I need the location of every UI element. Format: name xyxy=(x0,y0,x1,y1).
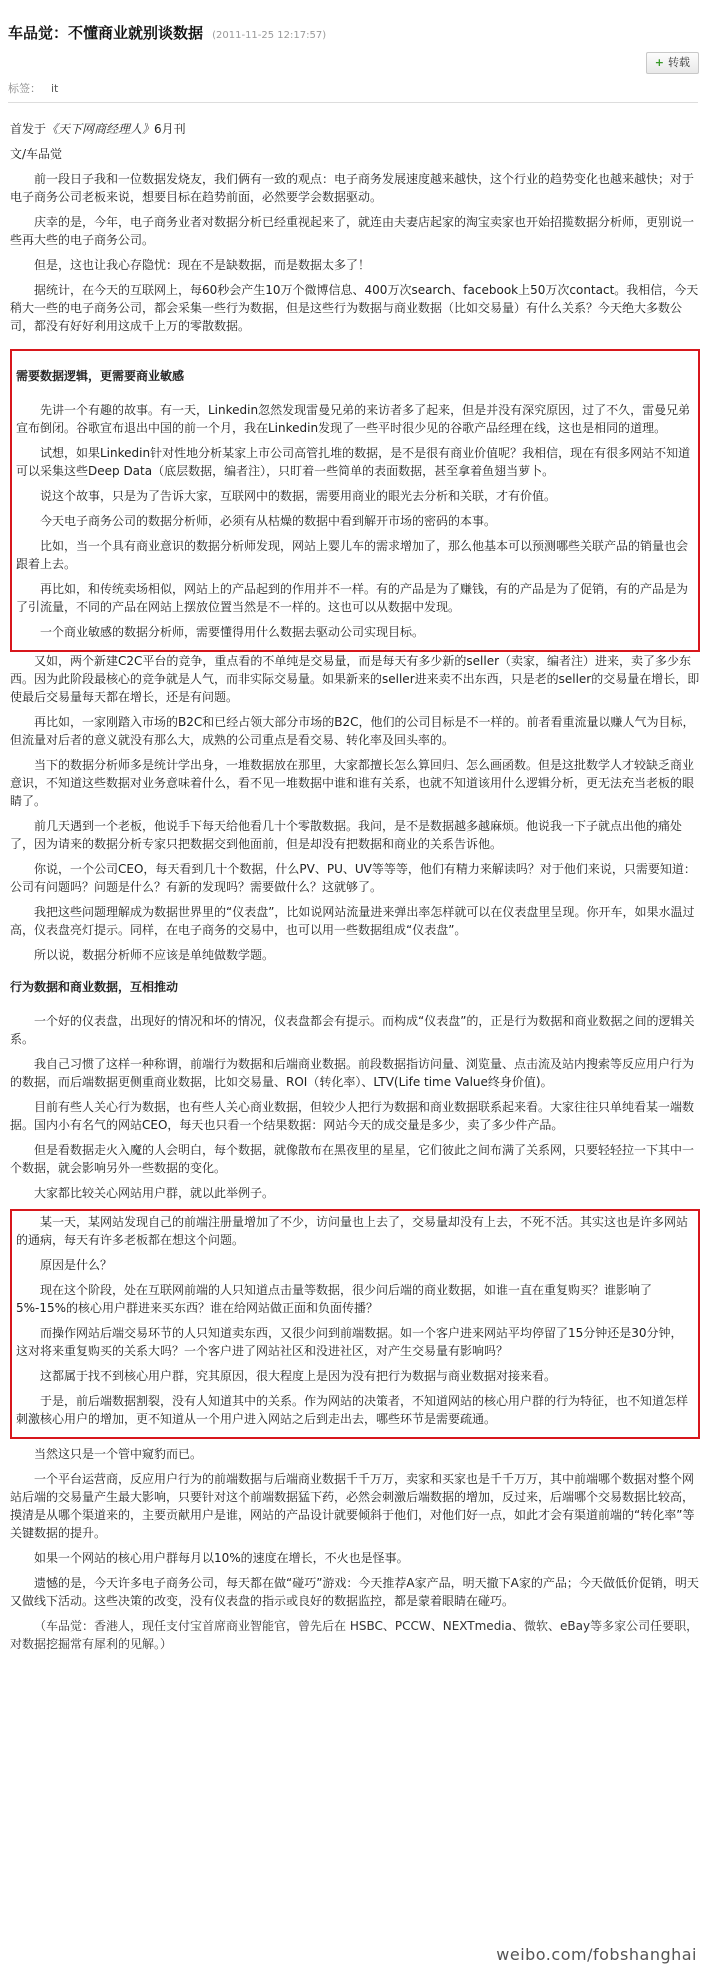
highlight-box-user-example xyxy=(10,1209,700,1439)
paragraph: 我把这些问题理解成为数据世界里的“仪表盘”，比如说网站流量进来弹出率怎样就可以在仪表盘里呈现。你开车，如果水温过高，仪表盘亮灯提示。同样，在电子商务的交易中，也可以用一些数据组成“仪表盘”。 xyxy=(10,905,695,937)
tags-label: 标签： xyxy=(8,82,41,95)
paragraph: 试想，如果Linkedin针对性地分析某家上市公司高管扎堆的数据，是不是很有商业价值呢？我相信，现在有很多网站不知道可以采集这些Deep Data（底层数据，编者注），只盯着一些简单的表面数据，甚至拿着鱼翅当萝卜。 xyxy=(16,446,691,478)
highlight-box-business-sense xyxy=(10,349,700,652)
author-note: （车品觉：香港人，现任支付宝首席商业智能官，曾先后在 HSBC、PCCW、NEXTmedia、微软、eBay等多家公司任要职，对数据挖掘常有犀利的见解。） xyxy=(10,1619,699,1651)
section-heading: 行为数据和商业数据，互相推动 xyxy=(10,980,179,994)
source-line xyxy=(10,120,700,138)
paragraph: 比如，当一个具有商业意识的数据分析师发现，网站上婴儿车的需求增加了，那么他基本可以预测哪些关联产品的销量也会跟着上去。 xyxy=(16,539,689,571)
paragraph: 你说，一个公司CEO，每天看到几十个数据，什么PV、PU、UV等等等，他们有精力来解读吗？对于他们来说，只需要知道：公司有问题吗？问题是什么？有新的发现吗？需要做什么？这就够了。 xyxy=(10,862,696,894)
article-title: 车品觉：不懂商业就别谈数据 xyxy=(8,24,204,42)
paragraph: 再比如，和传统卖场相似，网站上的产品起到的作用并不一样。有的产品是为了赚钱，有的产品是为了促销，有的产品是为了引流量，不同的产品在网站上摆放位置当然是不一样的。这也可以从数据中发现。 xyxy=(16,582,689,614)
paragraph: 一个平台运营商，反应用户行为的前端数据与后端商业数据千千万万，卖家和买家也是千千万万，其中前端哪个数据对整个网站后端的交易量产生最大影响，只要针对这个前端数据猛下药，必然会刺激后端数据的增加，反过来，后端哪个交易数据比较高，摸清是从哪个渠道来的，主要贡献用户是谁，网站的产品设计就要倾斜于他们，对他们好一点，如此才会有渠道前端的“转化率”等关键数据的提升。 xyxy=(10,1472,695,1540)
paragraph: 而操作网站后端交易环节的人只知道卖东西，又很少问到前端数据。如一个客户进来网站平均停留了15分钟还是30分钟，这对将来重复购买的关系大吗？一个客户进了网站社区和没进社区，对产生交易量有影响吗？ xyxy=(16,1326,683,1358)
paragraph: 大家都比较关心网站用户群，就以此举例子。 xyxy=(34,1186,275,1200)
paragraph: 原因是什么？ xyxy=(40,1258,113,1272)
paragraph: 前一段日子我和一位数据发烧友，我们俩有一致的观点：电子商务发展速度越来越快，这个行业的趋势变化也越来越快；对于电子商务公司老板来说，想要目标在趋势前面，必然要学会数据驱动。 xyxy=(10,172,695,204)
article-body xyxy=(10,120,700,1660)
article-date: (2011-11-25 12:17:57) xyxy=(212,30,327,41)
paragraph: 说这个故事，只是为了告诉大家，互联网中的数据，需要用商业的眼光去分析和关联，才有价值。 xyxy=(40,489,557,503)
watermark: weibo.com/fobshanghai xyxy=(496,1945,697,1964)
paragraph: 于是，前后端数据割裂，没有人知道其中的关系。作为网站的决策者，不知道网站的核心用户群的行为特征，也不知道怎样刺激核心用户的增加，更不知道从一个用户进入网站之后到走出去，哪些环节是需要疏通。 xyxy=(16,1394,689,1426)
paragraph: 又如，两个新建C2C平台的竞争，重点看的不单纯是交易量，而是每天有多少新的seller（卖家，编者注）进来，卖了多少东西。因为此阶段最核心的竞争就是人气，而非实际交易量。如果新来的seller进来卖不出东西，只是老的seller的交易量在增长，即使最后交易量每天都在增长，还是有问题。 xyxy=(10,654,700,704)
paragraph: 但是，这也让我心存隐忧：现在不是缺数据，而是数据太多了！ xyxy=(34,258,371,272)
paragraph: 当然这只是一个管中窥豹而已。 xyxy=(34,1447,203,1461)
paragraph: 当下的数据分析师多是统计学出身，一堆数据放在那里，大家都擅长怎么算回归、怎么画函数。但是这批数学人才较缺乏商业意识，不知道这些数据对业务意味着什么，看不见一堆数据中谁和谁有关系，也就不知道该用什么逻辑分析，更无法充当老板的眼睛了。 xyxy=(10,758,695,808)
paragraph: 一个好的仪表盘，出现好的情况和坏的情况，仪表盘都会有提示。而构成“仪表盘”的，正是行为数据和商业数据之间的逻辑关系。 xyxy=(10,1014,695,1046)
paragraph: 再比如，一家刚踏入市场的B2C和已经占领大部分市场的B2C，他们的公司目标是不一样的。前者看重流量以赚人气为目标，但流量对后者的意义就没有那么大，成熟的公司重点是看交易、转化率及回头率的。 xyxy=(10,715,695,747)
source-magazine: 《天下网商经理人》 xyxy=(46,122,155,136)
paragraph: 遗憾的是，今天许多电子商务公司，每天都在做“碰巧”游戏：今天推荐A家产品，明天撤下A家的产品；今天做低价促销，明天又做线下活动。这些决策的改变，没有仪表盘的指示或良好的数据监控，都是蒙着眼睛在碰巧。 xyxy=(10,1576,699,1608)
paragraph: 庆幸的是，今年，电子商务业者对数据分析已经重视起来了，就连由夫妻店起家的淘宝卖家也开始招揽数据分析师，更别说一些再大些的电子商务公司。 xyxy=(10,215,695,247)
paragraph: 现在这个阶段，处在互联网前端的人只知道点击量等数据，很少问后端的商业数据，如谁一直在重复购买？谁影响了5%-15%的核心用户群进来买东西？谁在给网站做正面和负面传播？ xyxy=(16,1283,653,1315)
paragraph: 这都属于找不到核心用户群，究其原因，很大程度上是因为没有把行为数据与商业数据对接来看。 xyxy=(40,1369,557,1383)
paragraph: 今天电子商务公司的数据分析师，必须有从枯燥的数据中看到解开市场的密码的本事。 xyxy=(40,514,497,528)
tags-row xyxy=(8,80,698,103)
paragraph: 目前有些人关心行为数据，也有些人关心商业数据，但较少人把行为数据和商业数据联系起来看。大家往往只单纯看某一端数据。国内小有名气的网站CEO，每天也只看一个结果数据：网站今天的成交量是多少，卖了多少件产品。 xyxy=(10,1100,695,1132)
forward-label: 转载 xyxy=(668,56,690,69)
paragraph: 某一天，某网站发现自己的前端注册量增加了不少，访问量也上去了，交易量却没有上去，不死不活。其实这也是许多网站的通病，每天有许多老板都在想这个问题。 xyxy=(16,1215,689,1247)
paragraph: 但是看数据走火入魔的人会明白，每个数据，就像散布在黑夜里的星星，它们彼此之间布满了关系网，只要轻轻拉一下其中一个数据，就会影响另外一些数据的变化。 xyxy=(10,1143,695,1175)
paragraph: 我自己习惯了这样一种称谓，前端行为数据和后端商业数据。前段数据指访问量、浏览量、点击流及站内搜索等反应用户行为的数据，而后端数据更侧重商业数据，比如交易量、ROI（转化率）、LTV(Life time Value终身价值)。 xyxy=(10,1057,695,1089)
tag-link[interactable]: it xyxy=(51,82,59,95)
author-line: 文/车品觉 xyxy=(10,147,63,161)
section-heading: 需要数据逻辑，更需要商业敏感 xyxy=(16,369,185,383)
paragraph: 一个商业敏感的数据分析师，需要懂得用什么数据去驱动公司实现目标。 xyxy=(40,625,425,639)
paragraph: 所以说，数据分析师不应该是单纯做数学题。 xyxy=(34,948,275,962)
paragraph: 先讲一个有趣的故事。有一天，Linkedin忽然发现雷曼兄弟的来访者多了起来，但是并没有深究原因，过了不久，雷曼兄弟宣布倒闭。谷歌宣布退出中国的前一个月，我在Linkedin发现了一些平时很少见的谷歌产品经理在线，这也是相同的道理。 xyxy=(16,403,691,435)
source-prefix: 首发于 xyxy=(10,122,47,136)
paragraph: 前几天遇到一个老板，他说手下每天给他看几十个零散数据。我问，是不是数据越多越麻烦。他说我一下子就点出他的痛处了，因为请来的数据分析专家只把数据交到他面前，但是却没有把数据和商业的关系告诉他。 xyxy=(10,819,683,851)
article-title-row xyxy=(8,22,708,46)
forward-button[interactable] xyxy=(646,52,699,74)
paragraph: 据统计，在今天的互联网上，每60秒会产生10万个微博信息、400万次search、facebook上50万次contact。我相信，今天稍大一些的电子商务公司，都会采集一些行为数据，但是这些行为数据与商业数据（比如交易量）有什么关系？今天绝大多数公司，都没有好好利用这成千上万的零散数据。 xyxy=(10,283,699,333)
source-suffix: 6月刊 xyxy=(154,122,186,136)
plus-icon: + xyxy=(654,56,664,69)
paragraph: 如果一个网站的核心用户群每月以10%的速度在增长，不火也是怪事。 xyxy=(34,1551,409,1565)
